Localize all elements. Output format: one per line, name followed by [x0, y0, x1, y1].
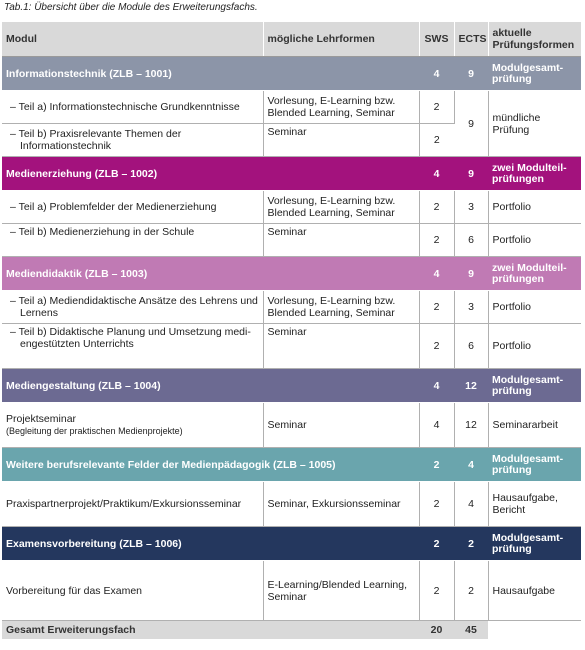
- part-name: – Teil a) Informationstechnische Grundkenntnisse: [2, 91, 263, 124]
- table-row: [2, 291, 581, 324]
- part-name: – Teil a) Mediendidaktische Ansätze des Lehrens und Lernens: [2, 291, 263, 324]
- module-ects: 9: [454, 157, 488, 191]
- table-row: [2, 324, 581, 369]
- module-exam: zwei Modulteil-prüfungen: [488, 157, 581, 191]
- module-exam: Modulgesamt-prüfung: [488, 369, 581, 403]
- part-exam: Hausaufgabe, Bericht: [488, 482, 581, 527]
- part-ects: 3: [454, 291, 488, 324]
- part-sws: 4: [419, 403, 454, 448]
- header-modul: Modul: [2, 22, 263, 57]
- part-ects: 12: [454, 403, 488, 448]
- header-row: [2, 22, 581, 57]
- part-name-note: (Begleitung der praktischen Medienprojekte): [6, 426, 183, 436]
- module-sws: 4: [419, 157, 454, 191]
- part-sws: 2: [419, 124, 454, 157]
- part-exam: Portfolio: [488, 191, 581, 224]
- part-exam: Portfolio: [488, 224, 581, 257]
- module-sws: 2: [419, 448, 454, 482]
- module-sws: 4: [419, 369, 454, 403]
- table-row: [2, 224, 581, 257]
- part-forms: Seminar: [263, 224, 419, 257]
- module-5: [2, 448, 581, 527]
- part-ects: 4: [454, 482, 488, 527]
- module-sws: 4: [419, 257, 454, 291]
- total-label: Gesamt Erweiterungsfach: [2, 621, 419, 640]
- part-sws: 2: [419, 91, 454, 124]
- total-section: [2, 621, 581, 640]
- header-pruefung: aktuelle Prüfungsformen: [488, 22, 581, 57]
- table-row: [2, 561, 581, 621]
- part-sws: 2: [419, 191, 454, 224]
- part-forms: Vorlesung, E-Learning bzw. Blended Learning, Seminar: [263, 291, 419, 324]
- part-forms: Seminar: [263, 324, 419, 369]
- module-exam: zwei Modulteil-prüfungen: [488, 257, 581, 291]
- part-forms: Seminar: [263, 403, 419, 448]
- total-sws: 20: [419, 621, 454, 640]
- part-name: – Teil b) Medienerziehung in der Schule: [2, 224, 263, 257]
- part-exam: mündliche Prüfung: [488, 91, 581, 157]
- part-ects: 6: [454, 224, 488, 257]
- part-forms: Seminar, Exkursionsseminar: [263, 482, 419, 527]
- module-sws: 4: [419, 57, 454, 91]
- module-3: [2, 257, 581, 369]
- table-row: [2, 191, 581, 224]
- module-sws: 2: [419, 527, 454, 561]
- module-table: [2, 22, 581, 639]
- part-name: [2, 403, 263, 448]
- part-forms: Vorlesung, E-Learning bzw. Blended Learning, Seminar: [263, 91, 419, 124]
- part-sws: 2: [419, 291, 454, 324]
- part-forms: Seminar: [263, 124, 419, 157]
- total-row: [2, 621, 581, 640]
- header-lehrformen: mögliche Lehrformen: [263, 22, 419, 57]
- header-ects: ECTS: [454, 22, 488, 57]
- module-header-row: [2, 157, 581, 191]
- part-exam: Portfolio: [488, 291, 581, 324]
- module-header-row: [2, 369, 581, 403]
- table-row: [2, 91, 581, 124]
- module-title: Mediengestaltung (ZLB – 1004): [2, 369, 419, 403]
- module-2: [2, 157, 581, 257]
- module-ects: 12: [454, 369, 488, 403]
- module-exam: Modulgesamt-prüfung: [488, 57, 581, 91]
- part-ects: 3: [454, 191, 488, 224]
- module-1: [2, 57, 581, 157]
- part-exam: Portfolio: [488, 324, 581, 369]
- part-sws: 2: [419, 224, 454, 257]
- module-6: [2, 527, 581, 621]
- module-title: Examensvorbereitung (ZLB – 1006): [2, 527, 419, 561]
- table-caption: Tab.1: Übersicht über die Module des Erweiterungsfachs.: [4, 2, 258, 13]
- part-ects: 9: [454, 91, 488, 157]
- part-exam: Hausaufgabe: [488, 561, 581, 621]
- table-row: [2, 482, 581, 527]
- module-exam: Modulgesamt-prüfung: [488, 527, 581, 561]
- total-empty: [488, 621, 581, 640]
- module-title: Informationstechnik (ZLB – 1001): [2, 57, 419, 91]
- total-ects: 45: [454, 621, 488, 640]
- module-4: [2, 369, 581, 448]
- part-ects: 2: [454, 561, 488, 621]
- module-header-row: [2, 57, 581, 91]
- module-header-row: [2, 257, 581, 291]
- part-name: – Teil b) Didaktische Planung und Umsetzung medi-engestützten Unterrichts: [2, 324, 263, 369]
- module-title: Weitere berufsrelevante Felder der Medienpädagogik (ZLB – 1005): [2, 448, 419, 482]
- part-forms: Vorlesung, E-Learning bzw. Blended Learning, Seminar: [263, 191, 419, 224]
- part-sws: 2: [419, 561, 454, 621]
- module-ects: 4: [454, 448, 488, 482]
- header-sws: SWS: [419, 22, 454, 57]
- part-forms: E-Learning/Blended Learning, Seminar: [263, 561, 419, 621]
- module-ects: 9: [454, 57, 488, 91]
- part-ects: 6: [454, 324, 488, 369]
- part-name: – Teil a) Problemfelder der Medienerziehung: [2, 191, 263, 224]
- module-title: Mediendidaktik (ZLB – 1003): [2, 257, 419, 291]
- module-header-row: [2, 527, 581, 561]
- part-sws: 2: [419, 482, 454, 527]
- part-exam: Seminararbeit: [488, 403, 581, 448]
- part-name: – Teil b) Praxisrelevante Themen der Informationstechnik: [2, 124, 263, 157]
- part-name: Praxispartnerprojekt/Praktikum/Exkursionsseminar: [2, 482, 263, 527]
- module-exam: Modulgesamt-prüfung: [488, 448, 581, 482]
- part-name: Vorbereitung für das Examen: [2, 561, 263, 621]
- table-row: [2, 403, 581, 448]
- module-ects: 2: [454, 527, 488, 561]
- part-sws: 2: [419, 324, 454, 369]
- module-title: Medienerziehung (ZLB – 1002): [2, 157, 419, 191]
- module-ects: 9: [454, 257, 488, 291]
- part-name-main: Projektseminar: [6, 413, 77, 425]
- module-header-row: [2, 448, 581, 482]
